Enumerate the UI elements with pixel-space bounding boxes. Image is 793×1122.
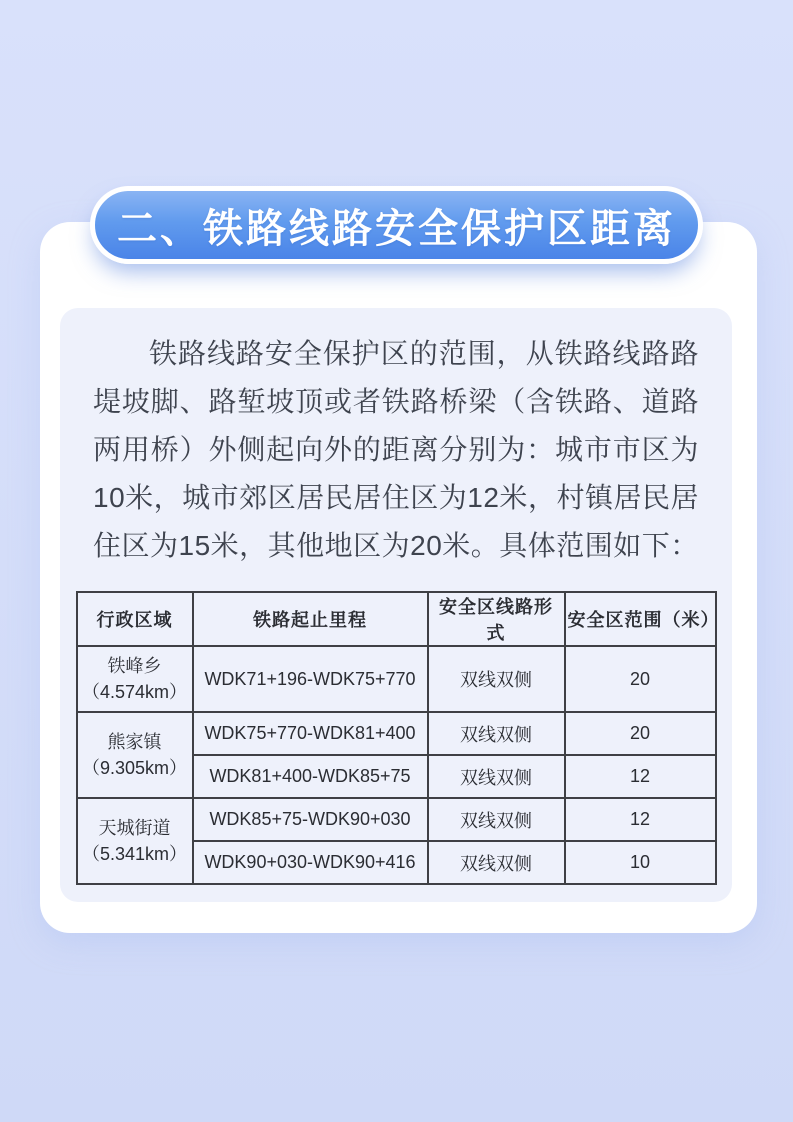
table-row [77,646,716,712]
range-cell: 10 [565,841,716,884]
table-row [77,798,716,841]
mileage-cell: WDK90+030-WDK90+416 [193,841,428,884]
line-form-cell: 双线双侧 [428,755,565,798]
line-form-cell: 双线双侧 [428,646,565,712]
range-cell: 20 [565,712,716,755]
banner-title: 二、铁路线路安全保护区距离 [117,206,676,251]
region-length: （9.305km） [81,758,188,778]
intro-paragraph: 铁路线路安全保护区的范围，从铁路线路路堤坡脚、路堑坡顶或者铁路桥梁（含铁路、道路两用桥）外侧起向外的距离分别为：城市市区为10米，城市郊区居民居住区为12米，村镇居民居住区为15米，其他地区为20米。具体范围如下： [93,338,699,561]
safety-zone-table [76,591,720,885]
line-form-cell: 双线双侧 [428,798,565,841]
line-form-cell: 双线双侧 [428,841,565,884]
table-row [77,712,716,755]
region-name: 天城街道 [98,818,171,838]
region-name: 熊家镇 [107,732,162,752]
mileage-cell: WDK85+75-WDK90+030 [193,798,428,841]
table-header-row [77,592,716,646]
region-name: 铁峰乡 [107,656,162,676]
mileage-cell: WDK75+770-WDK81+400 [193,712,428,755]
region-length: （5.341km） [81,844,188,864]
mileage-cell: WDK81+400-WDK85+75 [193,755,428,798]
mileage-cell: WDK71+196-WDK75+770 [193,646,428,712]
header-range: 安全区范围（米） [565,592,716,646]
header-mileage: 铁路起止里程 [193,592,428,646]
inner-panel [60,308,732,902]
line-form-cell: 双线双侧 [428,712,565,755]
range-cell: 20 [565,646,716,712]
region-cell [77,646,193,712]
region-cell [77,712,193,798]
header-line-form: 安全区线路形式 [428,592,565,646]
region-cell [77,798,193,884]
header-region: 行政区域 [77,592,193,646]
region-length: （4.574km） [81,682,188,702]
section-banner [90,186,703,264]
range-cell: 12 [565,755,716,798]
range-cell: 12 [565,798,716,841]
